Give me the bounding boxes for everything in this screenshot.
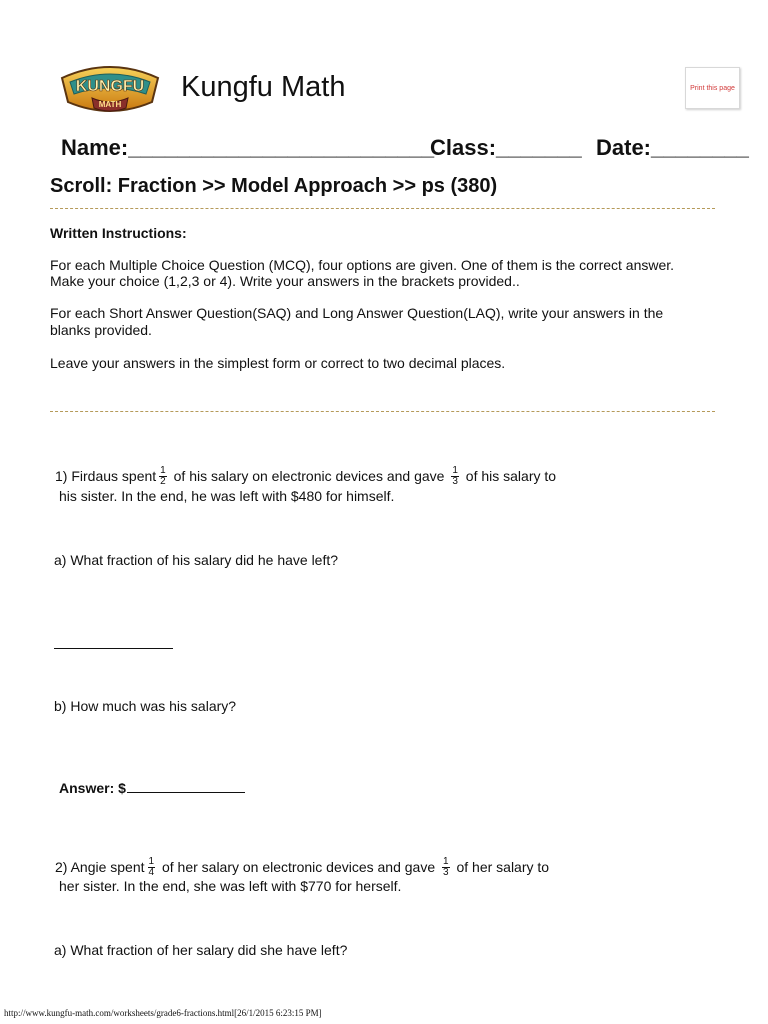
- q1-middle: of his salary on electronic devices and gave: [169, 468, 449, 485]
- q1-frac2-numerator: 1: [452, 465, 458, 476]
- name-field: Name:_________________________: [61, 135, 435, 160]
- q1-part-b: b) How much was his salary?: [54, 698, 237, 714]
- q2-frac1-numerator: 1: [148, 856, 155, 867]
- q1-frac2-denominator: 3: [452, 476, 458, 487]
- q2-frac2-numerator: 1: [443, 856, 449, 867]
- mcq-instruction-line2: Make your choice (1,2,3 or 4). Write your answers in the brackets provided..: [50, 273, 520, 289]
- q2-line2: her sister. In the end, she was left with $770 for herself.: [59, 878, 402, 894]
- q1-prefix: 1) Firdaus spent: [55, 468, 157, 485]
- mcq-instruction-line1: For each Multiple Choice Question (MCQ), four options are given. One of them is the correct answer.: [50, 257, 675, 273]
- q1-frac1-numerator: 1: [160, 465, 166, 476]
- saq-instruction-line2: blanks provided.: [50, 322, 152, 338]
- page-title: Kungfu Math: [181, 71, 346, 103]
- q2-suffix: of her salary to: [452, 859, 550, 876]
- q2-prefix: 2) Angie spent: [55, 859, 145, 876]
- q1-frac1-denominator: 2: [160, 476, 166, 487]
- kungfu-math-logo: [56, 58, 164, 118]
- q1-answer-label: Answer: $: [59, 780, 126, 796]
- logo-text-bottom: MATH: [98, 100, 122, 109]
- scroll-title: Scroll: Fraction >> Model Approach >> ps (380): [50, 175, 498, 197]
- date-field: Date:________: [596, 135, 749, 160]
- q2-frac1-denominator: 4: [148, 867, 155, 878]
- q2-middle: of her salary on electronic devices and gave: [158, 859, 440, 876]
- divider-top: [50, 208, 715, 209]
- q2-frac2-denominator: 3: [443, 867, 449, 878]
- q1-answer-row: [59, 779, 245, 797]
- q1-fraction-1: [159, 466, 167, 487]
- q1-answer-blank[interactable]: [127, 779, 245, 793]
- q2-fraction-1: [148, 857, 156, 878]
- simplest-form-instruction: Leave your answers in the simplest form or correct to two decimal places.: [50, 355, 506, 371]
- instructions-heading: Written Instructions:: [50, 225, 187, 241]
- logo-text-top: KUNGFU: [75, 78, 145, 95]
- q2-part-a: a) What fraction of her salary did she have left?: [54, 942, 348, 958]
- class-field: Class:_______: [430, 135, 582, 160]
- q1-part-a: a) What fraction of his salary did he have left?: [54, 552, 339, 568]
- saq-instruction-line1: For each Short Answer Question(SAQ) and Long Answer Question(LAQ), write your answers in the: [50, 305, 664, 321]
- print-page-button[interactable]: Print this page: [685, 67, 740, 109]
- q1-line2: his sister. In the end, he was left with $480 for himself.: [59, 488, 395, 504]
- q1-line1: [55, 467, 556, 488]
- q1-fraction-2: [451, 466, 459, 487]
- divider-bottom: [50, 411, 715, 412]
- q2-line1: [55, 858, 549, 879]
- q1-suffix: of his salary to: [461, 468, 557, 485]
- page-footer-url: http://www.kungfu-math.com/worksheets/grade6-fractions.html[26/1/2015 6:23:15 PM]: [4, 1008, 322, 1018]
- q2-fraction-2: [442, 857, 450, 878]
- q1-part-a-answer-blank[interactable]: [54, 648, 173, 649]
